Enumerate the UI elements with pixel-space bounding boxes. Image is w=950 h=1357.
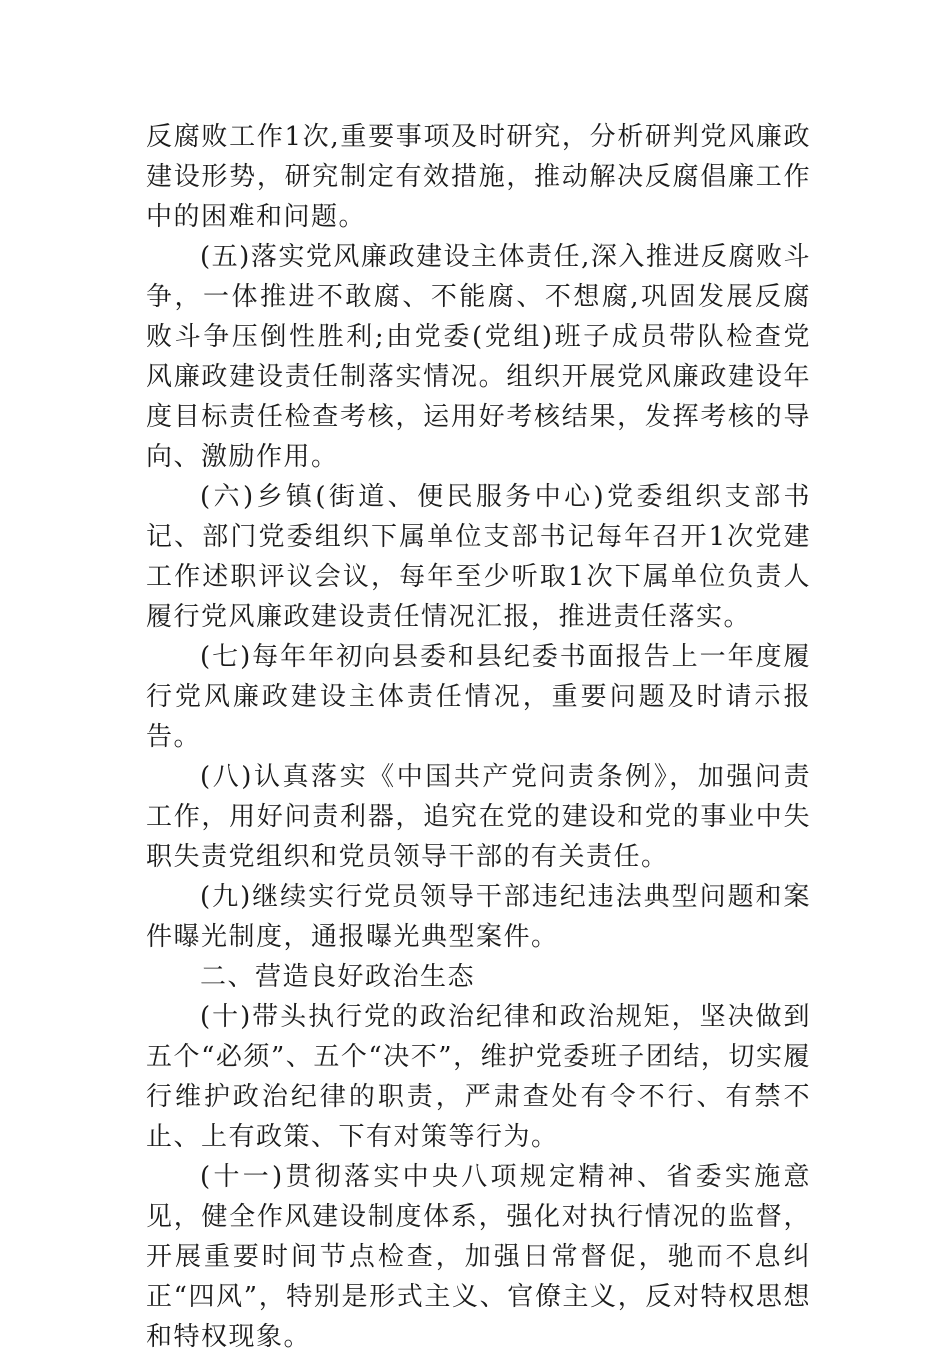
document-body — [146, 117, 811, 1357]
paragraph-item-5: (五)落实党风廉政建设主体责任,深入推进反腐败斗争，一体推进不敢腐、不能腐、不想腐,巩固发展反腐败斗争压倒性胜利;由党委(党组)班子成员带队检查党风廉政建设责任制落实情况。组织开展党风廉政建设年度目标责任检查考核，运用好考核结果，发挥考核的导向、激励作用。 — [146, 242, 811, 472]
paragraph-item-8: (八)认真落实《中国共产党问责条例》，加强问责工作，用好问责利器，追究在党的建设和党的事业中失职失责党组织和党员领导干部的有关责任。 — [146, 762, 811, 872]
paragraph-item-11: (十一)贯彻落实中央八项规定精神、省委实施意见，健全作风建设制度体系，强化对执行情况的监督，开展重要时间节点检查，加强日常督促，驰而不息纠正“四风”，特别是形式主义、官僚主义，反对特权思想和特权现象。 — [146, 1162, 811, 1352]
paragraph-item-9: (九)继续实行党员领导干部违纪违法典型问题和案件曝光制度，通报曝光典型案件。 — [146, 882, 811, 952]
paragraph-item-10: (十)带头执行党的政治纪律和政治规矩，坚决做到五个“必须”、五个“决不”，维护党委班子团结，切实履行维护政治纪律的职责，严肃查处有令不行、有禁不止、上有政策、下有对策等行为。 — [146, 1002, 811, 1152]
paragraph-continued: 反腐败工作1次,重要事项及时研究，分析研判党风廉政建设形势，研究制定有效措施，推动解决反腐倡廉工作中的困难和问题。 — [146, 122, 811, 232]
paragraph-item-7: (七)每年年初向县委和县纪委书面报告上一年度履行党风廉政建设主体责任情况，重要问题及时请示报告。 — [146, 642, 811, 752]
paragraph-item-6: (六)乡镇(街道、便民服务中心)党委组织支部书记、部门党委组织下属单位支部书记每年召开1次党建工作述职评议会议，每年至少听取1次下属单位负责人履行党风廉政建设责任情况汇报，推进责任落实。 — [146, 482, 811, 632]
section-heading-2: 二、营造良好政治生态 — [200, 962, 476, 992]
